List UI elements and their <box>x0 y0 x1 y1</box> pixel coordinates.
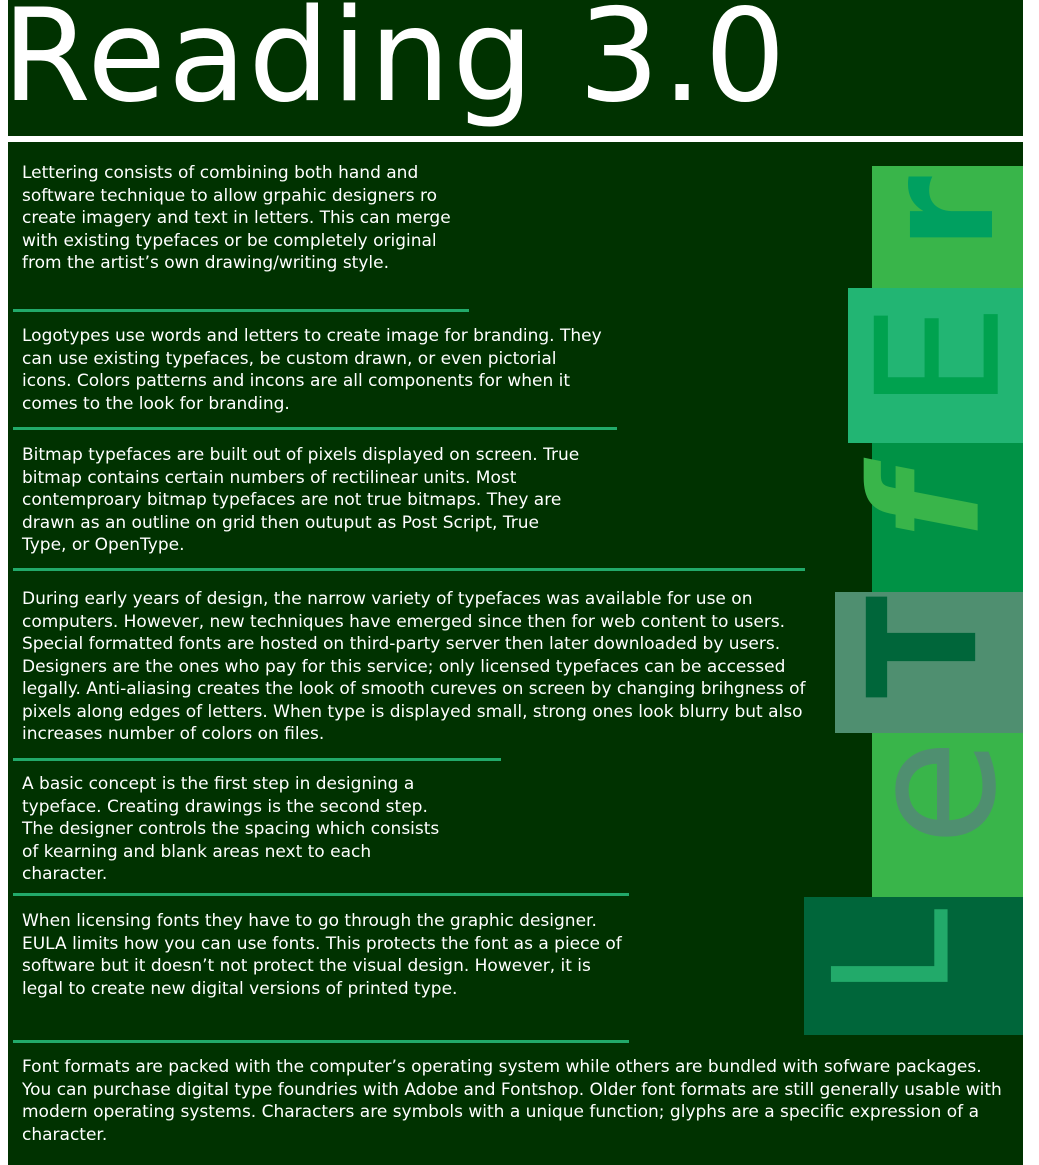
page-title: Reading 3.0 <box>2 0 788 131</box>
letter-tile-l <box>798 897 1023 1035</box>
paragraph-font-formats: Font formats are packed with the computer’s operating system while others are bundled with sofware packages. You can purchase digital type foundries with Adobe and Fontshop. Older font formats are still generally usable with modern operating systems. Characters are symbols with a unique function; glyphs are a specific expression of a character. <box>22 1057 1002 1145</box>
letter-tile-f <box>839 443 1023 592</box>
paragraph-early-years: During early years of design, the narrow variety of typefaces was available for use on computers. However, new techniques have emerged since then for web content to users. Special formatted fonts are hosted on third-party server then later downloaded by users. Designers are the ones who pay for this service; only licensed typefaces can be accessed legally. Anti-aliasing creates the look of smooth cureves on screen by changing brihgness of pixels along edges of letters. When type is displayed small, strong ones look blurry but also increases number of colors on files. <box>22 589 806 744</box>
letter-E-glyph: E <box>840 303 1039 411</box>
section-divider <box>13 758 501 761</box>
paragraph-lettering: Lettering consists of combining both hand and software technique to allow grpahic designers ro create imagery and text in letters. This can merge with existing typefaces or be completely original from the artist’s own drawing/writing style. <box>22 163 451 273</box>
title-bar <box>2 0 1023 133</box>
section-divider <box>13 1040 629 1043</box>
paragraph-bitmap: Bitmap typefaces are built out of pixels displayed on screen. True bitmap contains certain numbers of rectilinear units. Most contemproary bitmap typefaces are not true bitmaps. They are drawn as an outline on grid then outuput as Post Script, True Type, or OpenType. <box>22 445 580 555</box>
letter-tile-r <box>853 166 1028 288</box>
letter-f-glyph: f <box>839 473 1014 539</box>
letter-tile-e <box>832 733 1036 897</box>
paragraph-logotypes: Logotypes use words and letters to create image for branding. They can use existing typefaces, be custom drawn, or even pictorial icons. Colors patterns and incons are all components for when it comes to the look for branding. <box>22 326 602 414</box>
page <box>2 0 1039 1165</box>
section-divider <box>13 893 629 896</box>
section-divider <box>13 309 469 312</box>
letter-e-glyph: e <box>832 738 1036 847</box>
section-divider <box>13 427 617 430</box>
paragraph-licensing: When licensing fonts they have to go through the graphic designer. EULA limits how you can use fonts. This protects the font as a piece of software but it doesn’t not protect the visual design. However, it is legal to create new digital versions of printed type. <box>22 911 622 999</box>
letter-tile-t <box>835 592 1023 733</box>
title-divider <box>8 136 1023 142</box>
letter-l-glyph: L <box>798 908 986 998</box>
section-divider <box>13 568 805 571</box>
letter-tile-E <box>840 288 1039 443</box>
paragraph-basic-concept: A basic concept is the first step in designing a typeface. Creating drawings is the second step. The designer controls the spacing which consists of kearning and blank areas next to each character. <box>22 774 440 884</box>
letter-t-glyph: T <box>837 595 1012 699</box>
letter-r-glyph: r <box>853 176 1028 250</box>
